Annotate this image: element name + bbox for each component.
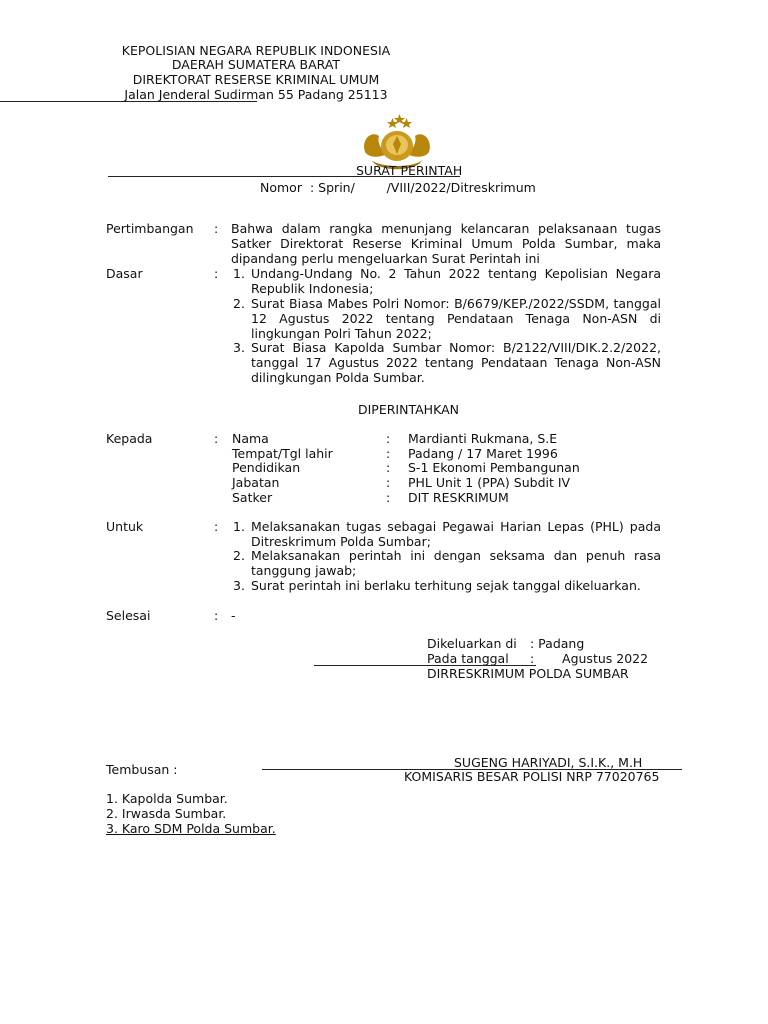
field-value-jabatan: PHL Unit 1 (PPA) Subdit IV	[408, 475, 571, 490]
dasar-item-3-number: 3.	[233, 340, 245, 355]
pertimbangan-colon: :	[214, 221, 219, 236]
pertimbangan-text: Bahwa dalam rangka menunjang kelancaran pelaksanaan tugas Satker Direktorat Reserse Kriminal Umum Polda Sumbar, maka dipandang perlu mengeluarkan Surat Perintah ini	[231, 221, 661, 266]
field-label-nama: Nama	[232, 431, 269, 446]
field-value-ttl: Padang / 17 Maret 1996	[408, 446, 558, 461]
field-value-pendidikan: S-1 Ekonomi Pembangunan	[408, 460, 580, 475]
untuk-item-1-number: 1.	[233, 519, 245, 534]
dasar-item-2-number: 2.	[233, 296, 245, 311]
field-sep-nama: :	[386, 431, 391, 446]
field-sep-ttl: :	[386, 446, 391, 461]
field-sep-jabatan: :	[386, 475, 391, 490]
dasar-label: Dasar	[106, 266, 143, 281]
dasar-item-2-text: Surat Biasa Mabes Polri Nomor: B/6679/KEP./2022/SSDM, tanggal 12 Agustus 2022 tentang Pendataan Tenaga Non-ASN di lingkungan Polri Tahun 2022;	[251, 296, 661, 341]
dasar-item-1-text: Undang-Undang No. 2 Tahun 2022 tentang Kepolisian Negara Republik Indonesia;	[251, 266, 661, 296]
tembusan-item-3: 3. Karo SDM Polda Sumbar.	[106, 821, 276, 836]
field-label-ttl: Tempat/Tgl lahir	[232, 446, 333, 461]
field-sep-pendidikan: :	[386, 460, 391, 475]
letterhead-line-1: KEPOLISIAN NEGARA REPUBLIK INDONESIA	[121, 43, 391, 58]
pertimbangan-label: Pertimbangan	[106, 221, 194, 236]
kepada-colon: :	[214, 431, 219, 446]
dasar-colon: :	[214, 266, 219, 281]
letterhead-address: Jalan Jenderal Sudirman 55 Padang 25113	[124, 87, 388, 102]
signer-rank: KOMISARIS BESAR POLISI NRP 77020765	[404, 769, 660, 784]
selesai-colon: :	[214, 608, 219, 623]
field-value-nama: Mardianti Rukmana, S.E	[408, 431, 558, 446]
selesai-value: -	[231, 608, 236, 623]
issued-date-label: Pada tanggal	[427, 651, 509, 666]
kepada-label: Kepada	[106, 431, 153, 446]
letterhead-line-3: DIREKTORAT RESERSE KRIMINAL UMUM	[132, 72, 380, 87]
nomor-value: : Sprin/ /VIII/2022/Ditreskrimum	[310, 180, 536, 195]
issued-place-value: : Padang	[530, 636, 585, 651]
tembusan-label: Tembusan :	[106, 762, 178, 777]
selesai-label: Selesai	[106, 608, 151, 623]
field-label-jabatan: Jabatan	[232, 475, 280, 490]
issued-date-value: : Agustus 2022	[530, 651, 649, 666]
field-label-satker: Satker	[232, 490, 273, 505]
issued-place-label: Dikeluarkan di	[427, 636, 517, 651]
tembusan-item-2: 2. Irwasda Sumbar.	[106, 806, 227, 821]
diperintahkan-heading: DIPERINTAHKAN	[358, 402, 459, 417]
document-title: SURAT PERINTAH	[356, 163, 463, 178]
field-label-pendidikan: Pendidikan	[232, 460, 301, 475]
issuing-office: DIRRESKRIMUM POLDA SUMBAR	[427, 666, 629, 681]
untuk-item-2-text: Melaksanakan perintah ini dengan seksama dan penuh rasa tanggung jawab;	[251, 548, 661, 578]
dasar-item-1-number: 1.	[233, 266, 245, 281]
nomor-label: Nomor	[260, 180, 302, 195]
untuk-item-2-number: 2.	[233, 548, 245, 563]
signer-name: SUGENG HARIYADI, S.I.K., M.H	[454, 755, 643, 770]
dasar-item-3-text: Surat Biasa Kapolda Sumbar Nomor: B/2122/VIII/DIK.2.2/2022, tanggal 17 Agustus 2022 tentang Pendataan Tenaga Non-ASN dilingkungan Polda Sumbar.	[251, 340, 661, 385]
untuk-colon: :	[214, 519, 219, 534]
letterhead-line-2: DAERAH SUMATERA BARAT	[171, 57, 341, 72]
tembusan-item-1: 1. Kapolda Sumbar.	[106, 791, 228, 806]
untuk-item-3-text: Surat perintah ini berlaku terhitung sejak tanggal dikeluarkan.	[251, 578, 641, 593]
field-sep-satker: :	[386, 490, 391, 505]
field-value-satker: DIT RESKRIMUM	[408, 490, 509, 505]
untuk-item-3-number: 3.	[233, 578, 245, 593]
untuk-item-1-text: Melaksanakan tugas sebagai Pegawai Harian Lepas (PHL) pada Ditreskrimum Polda Sumbar;	[251, 519, 661, 549]
untuk-label: Untuk	[106, 519, 144, 534]
